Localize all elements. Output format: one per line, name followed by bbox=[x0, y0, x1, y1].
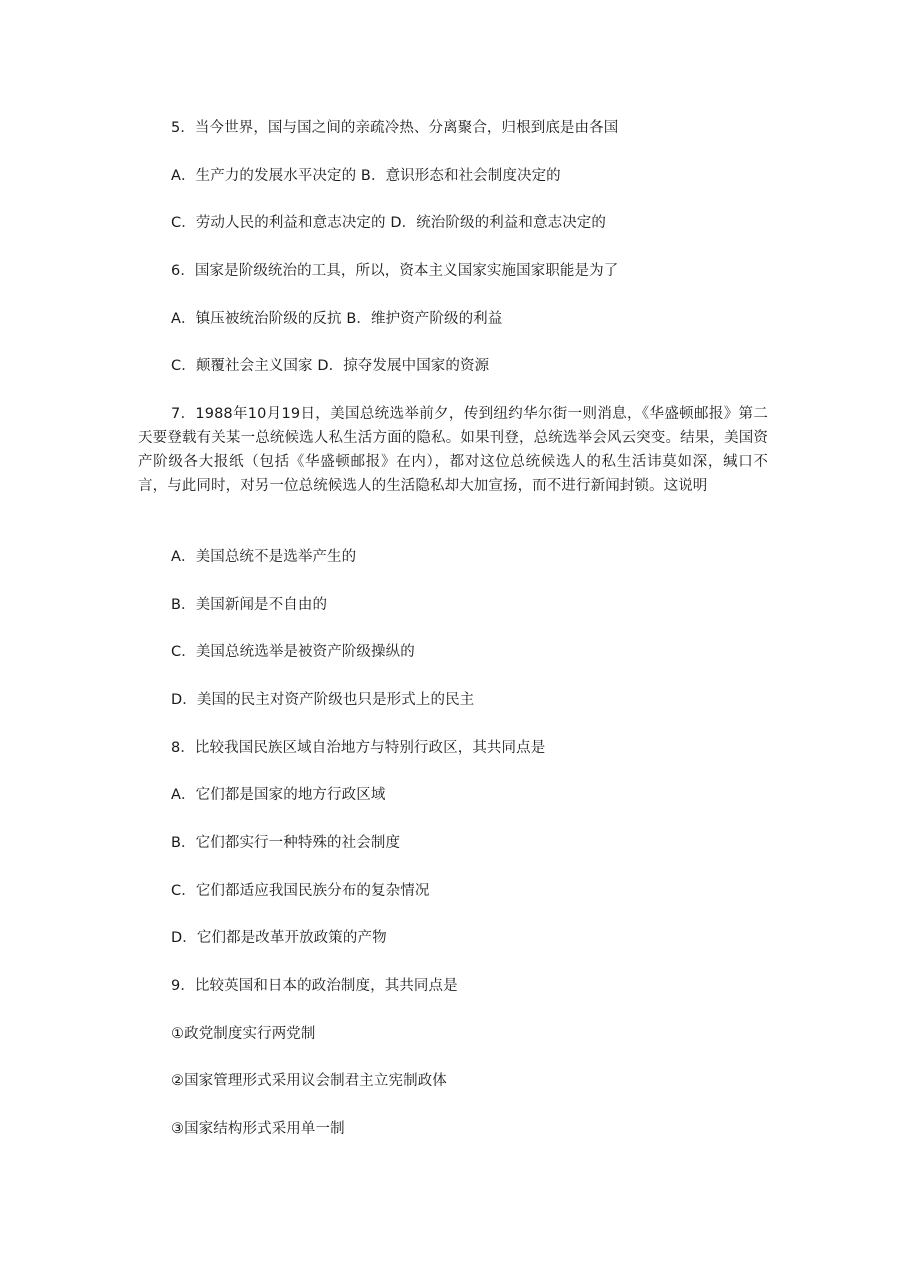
question-9-item-3: ③国家结构形式采用单一制 bbox=[171, 1121, 345, 1137]
question-7-stem: 7．1988年10月19日，美国总统选举前夕，传到纽约华尔街一则消息，《华盛顿邮报》第二天要登载有关某一总统候选人私生活方面的隐私。如果刊登，总统选举会风云突变。结果，美国资产阶级各大报纸（包括《华盛顿邮报》在内），都对这位总统候选人的私生活讳莫如深，缄口不言，与此同时，对另一位总统候选人的生活隐私却大加宣扬，而不进行新闻封锁。这说明 bbox=[138, 406, 768, 494]
question-7-option-c: C．美国总统选举是被资产阶级操纵的 bbox=[171, 644, 415, 660]
question-8-option-d: D．它们都是改革开放政策的产物 bbox=[171, 930, 387, 946]
question-7-option-a: A．美国总统不是选举产生的 bbox=[171, 549, 357, 565]
question-9-item-2: ②国家管理形式采用议会制君主立宪制政体 bbox=[171, 1073, 447, 1089]
question-7-option-d: D．美国的民主对资产阶级也只是形式上的民主 bbox=[171, 692, 475, 708]
question-7-option-b: B．美国新闻是不自由的 bbox=[171, 597, 328, 613]
question-8-option-a: A．它们都是国家的地方行政区域 bbox=[171, 787, 386, 803]
question-8-option-b: B．它们都实行一种特殊的社会制度 bbox=[171, 835, 401, 851]
question-9-item-1: ①政党制度实行两党制 bbox=[171, 1026, 316, 1042]
question-5-stem: 5．当今世界，国与国之间的亲疏冷热、分离聚合，归根到底是由各国 bbox=[171, 120, 619, 136]
question-6-options-ab: A．镇压被统治阶级的反抗 B．维护资产阶级的利益 bbox=[171, 311, 503, 327]
question-8-stem: 8．比较我国民族区域自治地方与特别行政区，其共同点是 bbox=[171, 740, 546, 756]
question-6-stem: 6．国家是阶级统治的工具，所以，资本主义国家实施国家职能是为了 bbox=[171, 263, 619, 279]
question-9-stem: 9．比较英国和日本的政治制度，其共同点是 bbox=[171, 978, 458, 994]
question-5-options-cd: C．劳动人民的利益和意志决定的 D．统治阶级的利益和意志决定的 bbox=[171, 215, 606, 231]
question-8-option-c: C．它们都适应我国民族分布的复杂情况 bbox=[171, 883, 430, 899]
question-5-options-ab: A．生产力的发展水平决定的 B．意识形态和社会制度决定的 bbox=[171, 168, 561, 184]
question-6-options-cd: C．颠覆社会主义国家 D．掠夺发展中国家的资源 bbox=[171, 358, 490, 374]
